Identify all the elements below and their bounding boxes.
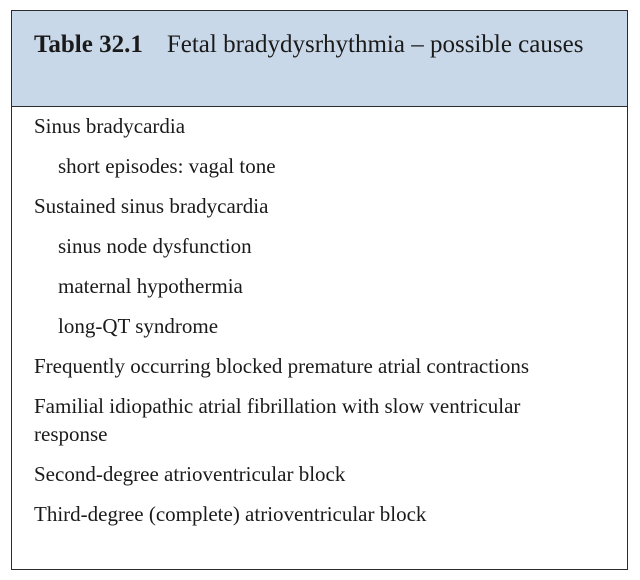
- table-label: Table 32.1: [34, 31, 143, 58]
- table-row: Third-degree (complete) atrioventricular block: [34, 502, 427, 526]
- table-row: short episodes: vagal tone: [58, 154, 276, 178]
- table-row: maternal hypothermia: [58, 274, 243, 298]
- table-row: Second-degree atrioventricular block: [34, 462, 346, 486]
- table-body: [12, 107, 627, 528]
- table-row: sinus node dysfunction: [58, 234, 252, 258]
- table: [11, 10, 628, 570]
- table-row: long-QT syndrome: [58, 314, 219, 338]
- table-row: Familial idiopathic atrial fibrillation with slow ventricular response: [34, 394, 521, 446]
- table-row: Sustained sinus bradycardia: [34, 194, 269, 218]
- table-title: Fetal bradydysrhythmia – possible causes: [166, 31, 584, 58]
- table-caption: [12, 11, 627, 107]
- table-row: Sinus bradycardia: [34, 114, 186, 138]
- table-row: Frequently occurring blocked premature atrial contractions: [34, 354, 530, 378]
